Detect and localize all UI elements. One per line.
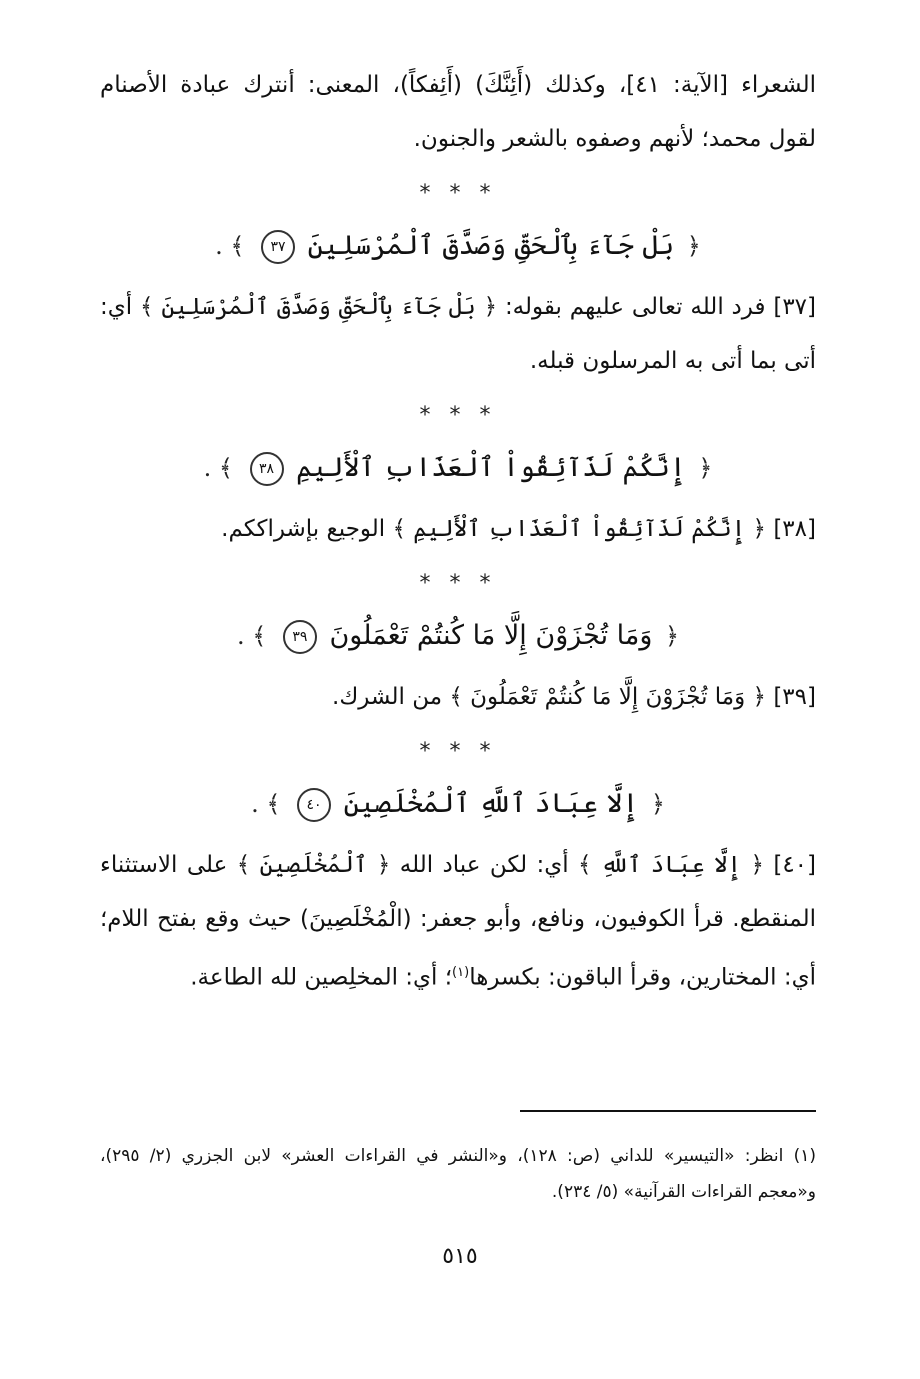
ayah-number-badge: ٣٧ bbox=[261, 230, 295, 264]
verse-open-ornament: ﴿ bbox=[664, 622, 680, 650]
verse-text: وَمَا تُجْزَوْنَ إِلَّا مَا كُنتُمْ تَعْمَلُونَ bbox=[329, 620, 653, 651]
commentary-text: الوجيع بإشراككم. bbox=[221, 516, 386, 542]
verse-text: إِلَّا عِبَادَ ٱللَّهِ ٱلْمُخْلَصِينَ bbox=[343, 788, 639, 819]
commentary-text: من الشرك. bbox=[332, 684, 443, 710]
paragraph-intro: الشعراء [الآية: ٤١]، وكذلك (أَئِنَّكَ) (أَئِفكاً)، المعنى: أنترك عبادة الأصنام لقول محمد؛ لأنهم وصفوه بالشعر والجنون. bbox=[100, 72, 816, 152]
commentary-text: فرد الله تعالى عليهم بقوله: bbox=[504, 294, 766, 320]
commentary-text: على الاستثناء المنقطع. قرأ الكوفيون، ونافع، وأبو جعفر: (الْمُخْلَصِينَ) حيث وقع بفتح اللام؛ أي: المختارين، وقرأ الباقون: بكسرها bbox=[100, 852, 816, 991]
separator-1: * * * bbox=[419, 181, 497, 206]
commentary-40 bbox=[100, 838, 816, 1005]
commentary-38 bbox=[100, 502, 816, 556]
verse-text: إِنَّكُمْ لَذَآئِقُواْ ٱلْعَذَابِ ٱلْأَلِيمِ bbox=[296, 452, 686, 483]
commentary-text: أي: لكن عباد الله bbox=[399, 852, 569, 878]
verse-open-ornament: ﴿ bbox=[650, 790, 665, 818]
footnote-reference[interactable]: (١) bbox=[452, 965, 470, 980]
commentary-number: [٣٧] bbox=[773, 294, 817, 320]
commentary-number: [٣٩] bbox=[773, 684, 816, 710]
inline-verse-quote: ﴿ إِلَّا عِبَادَ ٱللَّهِ ﴾ bbox=[578, 852, 764, 878]
separator-4: * * * bbox=[419, 739, 497, 764]
footnote: (١) انظر: «التيسير» للداني (ص: ١٢٨)، و«النشر في القراءات العشر» لابن الجزري (٢/ ٢٩٥)، و«معجم القراءات القرآنية» (٥/ ٢٣٤). bbox=[100, 1146, 816, 1202]
verse-40 bbox=[100, 780, 816, 828]
commentary-text: أي: أتى بما أتى به المرسلون قبله. bbox=[100, 294, 816, 374]
ayah-number-badge: ٣٨ bbox=[250, 452, 284, 486]
inline-verse-quote: ﴿ إِنَّكُمْ لَذَآئِقُواْ ٱلْعَذَابِ ٱلْأَلِيمِ ﴾ bbox=[392, 516, 766, 542]
verse-close-ornament: ﴾ . bbox=[203, 454, 233, 482]
verse-open-ornament: ﴿ bbox=[686, 232, 701, 260]
verse-close-ornament: ﴾ . bbox=[215, 232, 245, 260]
commentary-number: [٣٨] bbox=[773, 516, 816, 542]
commentary-text: ؛ أي: المخلِصين لله الطاعة. bbox=[190, 964, 453, 991]
separator-3: * * * bbox=[419, 571, 497, 596]
footnote-divider bbox=[520, 1110, 816, 1112]
inline-verse-quote: ﴿ وَمَا تُجْزَوْنَ إِلَّا مَا كُنتُمْ تَعْمَلُونَ ﴾ bbox=[449, 684, 766, 710]
inline-verse-quote: ﴿ ٱلْمُخْلَصِينَ ﴾ bbox=[236, 852, 391, 878]
inline-verse-quote: ﴿ بَلْ جَآءَ بِٱلْحَقِّ وَصَدَّقَ ٱلْمُرْسَلِينَ ﴾ bbox=[140, 294, 498, 320]
separator-2: * * * bbox=[419, 403, 497, 428]
verse-39 bbox=[100, 612, 816, 660]
ayah-number-badge: ٤٠ bbox=[297, 788, 331, 822]
verse-close-ornament: ﴾ . bbox=[236, 622, 267, 650]
verse-text: بَلْ جَآءَ بِٱلْحَقِّ وَصَدَّقَ ٱلْمُرْسَلِينَ bbox=[307, 230, 675, 261]
verse-open-ornament: ﴿ bbox=[698, 454, 713, 482]
verse-close-ornament: ﴾ . bbox=[251, 790, 281, 818]
commentary-number: [٤٠] bbox=[773, 852, 817, 878]
verse-37 bbox=[100, 222, 816, 270]
page-number: ٥١٥ bbox=[442, 1244, 478, 1269]
commentary-39 bbox=[100, 670, 816, 724]
ayah-number-badge: ٣٩ bbox=[283, 620, 317, 654]
verse-38 bbox=[100, 444, 816, 492]
commentary-37 bbox=[100, 280, 816, 388]
